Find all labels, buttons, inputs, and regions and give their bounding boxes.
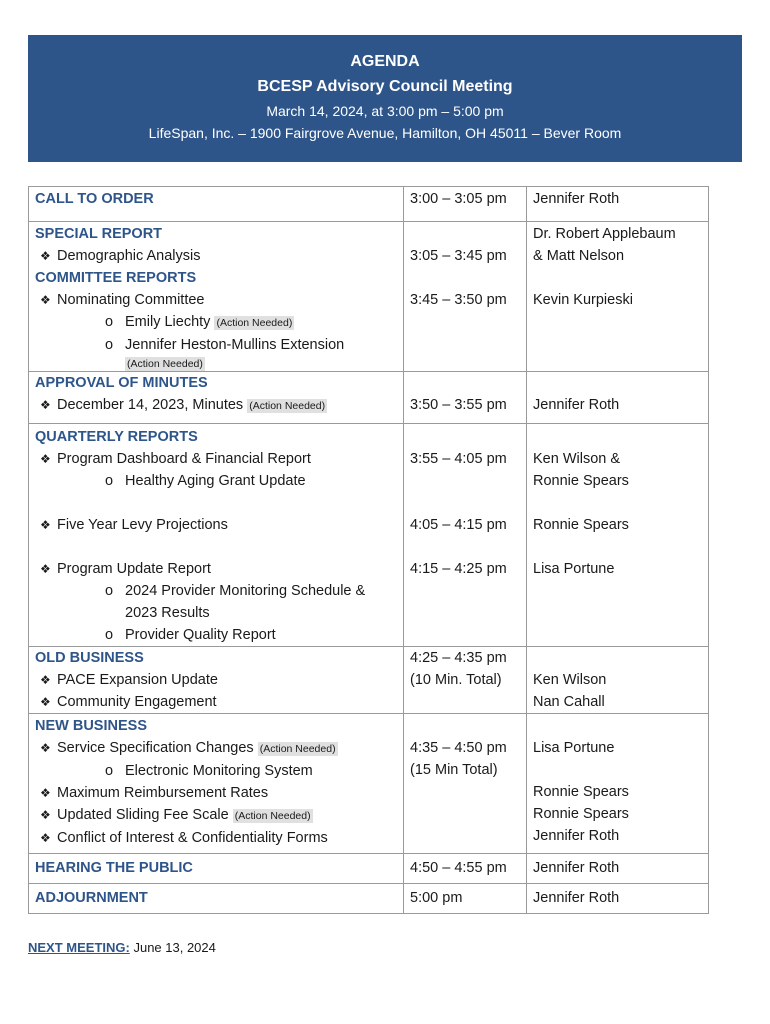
agenda-header xyxy=(28,35,742,162)
time-slot: 4:50 – 4:55 pm xyxy=(410,860,507,876)
list-item: o 2024 Provider Monitoring Schedule & xyxy=(35,580,403,602)
table-row xyxy=(29,187,709,222)
time-slot: 4:25 – 4:35 pm xyxy=(410,650,507,666)
table-row xyxy=(29,222,709,372)
section-title: OLD BUSINESS xyxy=(35,650,144,666)
action-needed-tag: (Action Needed) xyxy=(216,317,293,329)
list-item xyxy=(35,356,403,371)
list-item: o Electronic Monitoring System xyxy=(35,760,403,782)
action-needed-tag: (Action Needed) xyxy=(234,810,311,822)
presenter: Ken Wilson & xyxy=(533,451,621,467)
section-title: SPECIAL REPORT xyxy=(35,226,163,242)
presenter: Jennifer Roth xyxy=(533,860,620,876)
time-slot: 5:00 pm xyxy=(410,890,463,906)
header-title: AGENDA xyxy=(350,53,420,70)
item-text: Emily Liechty xyxy=(125,314,211,330)
list-item: ❖ Demographic Analysis xyxy=(35,245,403,267)
list-item: ❖ Conflict of Interest & Confidentiality Forms xyxy=(35,827,403,849)
list-item-continued: 2023 Results xyxy=(125,605,210,621)
header-subtitle: BCESP Advisory Council Meeting xyxy=(257,78,513,95)
list-item: ❖ Five Year Levy Projections xyxy=(35,514,403,536)
header-location: LifeSpan, Inc. – 1900 Fairgrove Avenue, Hamilton, OH 45011 – Bever Room xyxy=(148,125,622,141)
section-title: ADJOURNMENT xyxy=(35,890,148,906)
time-slot: 3:05 – 3:45 pm xyxy=(410,248,507,264)
presenter: Ronnie Spears xyxy=(533,806,629,822)
section-title: APPROVAL OF MINUTES xyxy=(35,375,208,391)
item-text: Updated Sliding Fee Scale xyxy=(57,807,229,823)
next-meeting-date: June 13, 2024 xyxy=(133,940,216,955)
table-row xyxy=(29,884,709,914)
agenda-table xyxy=(28,186,709,914)
presenter: Jennifer Roth xyxy=(533,890,620,906)
time-slot: 4:35 – 4:50 pm xyxy=(410,740,507,756)
presenter: Ronnie Spears xyxy=(533,784,629,800)
list-item xyxy=(35,311,403,334)
presenter: Ronnie Spears xyxy=(533,473,629,489)
presenter: Ronnie Spears xyxy=(533,517,629,533)
list-item: ❖ Community Engagement xyxy=(35,691,403,713)
presenter: Dr. Robert Applebaum xyxy=(533,226,676,242)
section-title: HEARING THE PUBLIC xyxy=(35,860,193,876)
presenter: Kevin Kurpieski xyxy=(533,292,633,308)
list-item: ❖ Program Dashboard & Financial Report xyxy=(35,448,403,470)
time-slot: 4:05 – 4:15 pm xyxy=(410,517,507,533)
section-title: CALL TO ORDER xyxy=(35,191,154,207)
table-row xyxy=(29,372,709,424)
list-item: o Jennifer Heston-Mullins Extension xyxy=(35,334,403,356)
header-datetime: March 14, 2024, at 3:00 pm – 5:00 pm xyxy=(266,103,504,119)
section-title: NEW BUSINESS xyxy=(35,718,147,734)
list-item: o Provider Quality Report xyxy=(35,624,403,646)
presenter: Jennifer Roth xyxy=(533,828,620,844)
item-text: December 14, 2023, Minutes xyxy=(57,397,244,413)
presenter: Jennifer Roth xyxy=(533,191,620,207)
list-item xyxy=(35,804,403,827)
time-slot: 3:55 – 4:05 pm xyxy=(410,451,507,467)
list-item xyxy=(35,394,403,417)
next-meeting xyxy=(28,940,216,955)
presenter: Ken Wilson xyxy=(533,672,607,688)
section-title: COMMITTEE REPORTS xyxy=(35,270,197,286)
time-slot: 3:00 – 3:05 pm xyxy=(410,191,507,207)
list-item: ❖ PACE Expansion Update xyxy=(35,669,403,691)
time-slot: 3:45 – 3:50 pm xyxy=(410,292,507,308)
section-title: QUARTERLY REPORTS xyxy=(35,429,198,445)
presenter: Lisa Portune xyxy=(533,561,615,577)
presenter: Jennifer Roth xyxy=(533,397,620,413)
table-row xyxy=(29,424,709,647)
list-item: o Healthy Aging Grant Update xyxy=(35,470,403,492)
time-slot: 3:50 – 3:55 pm xyxy=(410,397,507,413)
time-slot: 4:15 – 4:25 pm xyxy=(410,561,507,577)
time-slot: (15 Min Total) xyxy=(410,762,498,778)
action-needed-tag: (Action Needed) xyxy=(127,358,203,370)
table-row xyxy=(29,647,709,714)
presenter: & Matt Nelson xyxy=(533,248,625,264)
action-needed-tag: (Action Needed) xyxy=(259,743,336,755)
presenter: Lisa Portune xyxy=(533,740,615,756)
table-row xyxy=(29,854,709,884)
time-slot: (10 Min. Total) xyxy=(410,672,502,688)
table-row xyxy=(29,714,709,854)
list-item: ❖ Maximum Reimbursement Rates xyxy=(35,782,403,804)
next-meeting-label: NEXT MEETING: xyxy=(28,940,130,955)
list-item: ❖ Nominating Committee xyxy=(35,289,403,311)
action-needed-tag: (Action Needed) xyxy=(249,400,326,412)
list-item: ❖ Program Update Report xyxy=(35,558,403,580)
list-item xyxy=(35,737,403,760)
presenter: Nan Cahall xyxy=(533,694,605,710)
item-text: Service Specification Changes xyxy=(57,740,254,756)
